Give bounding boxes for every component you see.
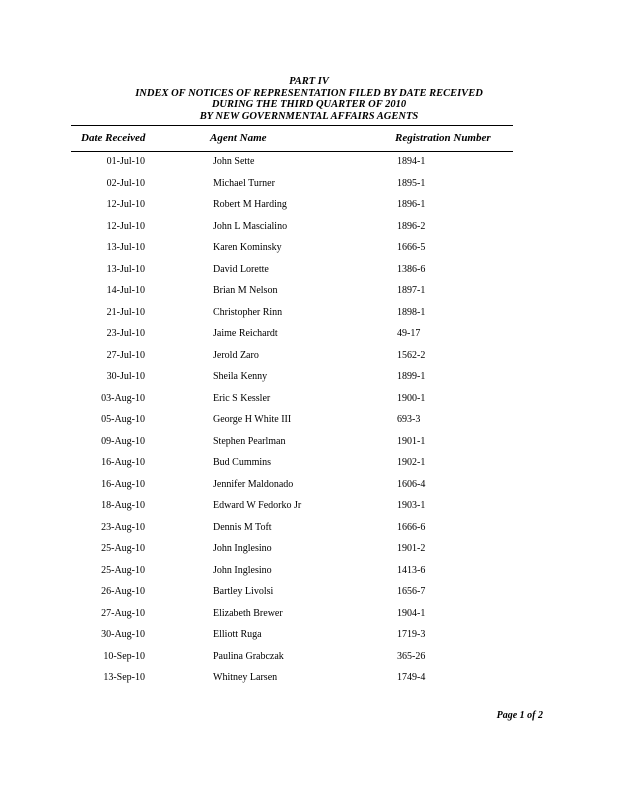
registration-number-cell: 1896-1 — [397, 199, 426, 210]
registration-number-cell: 1656-7 — [397, 586, 426, 597]
page-number: Page 1 of 2 — [496, 710, 543, 721]
table-row — [0, 582, 618, 604]
agent-name-cell: John Inglesino — [213, 543, 272, 554]
registration-number-cell: 693-3 — [397, 414, 421, 425]
date-received-cell: 12-Jul-10 — [106, 199, 145, 210]
agent-name-cell: John Inglesino — [213, 564, 272, 576]
date-received-cell: 13-Sep-10 — [103, 672, 145, 683]
registration-number-cell: 1899-1 — [397, 371, 426, 382]
registration-number-cell: 365-26 — [397, 650, 426, 662]
registration-number-cell: 1901-1 — [397, 435, 426, 447]
registration-number-cell: 1900-1 — [397, 392, 426, 404]
table-row — [0, 152, 618, 174]
registration-number-cell: 1562-2 — [397, 349, 426, 361]
registration-number-cell: 1896-2 — [397, 220, 426, 232]
date-received-cell: 02-Jul-10 — [106, 177, 145, 189]
date-received-cell: 12-Jul-10 — [106, 220, 145, 232]
registration-number-cell: 1606-4 — [397, 478, 426, 490]
registration-number-cell: 1895-1 — [397, 177, 426, 189]
agent-name-cell: David Lorette — [213, 263, 269, 275]
table-row — [0, 453, 618, 475]
agent-name-cell: Elizabeth Brewer — [213, 607, 283, 619]
table-row — [0, 281, 618, 303]
title-part: PART IV — [289, 76, 329, 87]
date-received-cell: 09-Aug-10 — [101, 435, 145, 447]
table-row — [0, 217, 618, 239]
table-row — [0, 238, 618, 260]
column-header-date: Date Received — [81, 132, 146, 144]
date-received-cell: 30-Jul-10 — [106, 371, 145, 382]
agent-name-cell: Dennis M Toft — [213, 521, 272, 533]
agent-name-cell: Elliott Ruga — [213, 629, 262, 640]
date-received-cell: 16-Aug-10 — [101, 457, 145, 468]
table-row — [0, 561, 618, 583]
agent-name-cell: George H White III — [213, 414, 292, 425]
date-received-cell: 13-Jul-10 — [106, 263, 145, 275]
agent-name-cell: Stephen Pearlman — [213, 435, 286, 447]
table-row — [0, 539, 618, 561]
date-received-cell: 13-Jul-10 — [106, 242, 145, 253]
registration-number-cell: 1897-1 — [397, 285, 426, 296]
registration-number-cell: 1413-6 — [397, 564, 426, 576]
table-row — [0, 410, 618, 432]
table-row — [0, 303, 618, 325]
registration-number-cell: 1903-1 — [397, 500, 426, 511]
table-header — [71, 125, 513, 152]
title-index: INDEX OF NOTICES OF REPRESENTATION FILED BY DATE RECEIVED — [135, 87, 483, 99]
agent-name-cell: Bartley Livolsi — [213, 586, 274, 597]
date-received-cell: 25-Aug-10 — [101, 564, 145, 576]
table-row — [0, 668, 618, 690]
table-row — [0, 389, 618, 411]
agent-name-cell: Whitney Larsen — [213, 672, 278, 683]
table-row — [0, 195, 618, 217]
table-row — [0, 324, 618, 346]
date-received-cell: 18-Aug-10 — [101, 500, 145, 511]
registration-number-cell: 1904-1 — [397, 607, 426, 619]
date-received-cell: 16-Aug-10 — [101, 478, 145, 490]
table-row — [0, 604, 618, 626]
registration-number-cell: 1719-3 — [397, 629, 426, 640]
title-quarter: DURING THE THIRD QUARTER OF 2010 — [211, 99, 407, 110]
date-received-cell: 01-Jul-10 — [106, 156, 145, 167]
table-row — [0, 367, 618, 389]
agent-name-cell: Sheila Kenny — [213, 371, 268, 382]
table-row — [0, 518, 618, 540]
column-header-registration: Registration Number — [395, 132, 491, 144]
table-row — [0, 475, 618, 497]
table-row — [0, 625, 618, 647]
date-received-cell: 21-Jul-10 — [106, 306, 145, 318]
table-row — [0, 260, 618, 282]
date-received-cell: 14-Jul-10 — [106, 285, 145, 296]
date-received-cell: 03-Aug-10 — [101, 392, 145, 404]
agent-name-cell: Eric S Kessler — [213, 392, 271, 404]
date-received-cell: 27-Aug-10 — [101, 607, 145, 619]
date-received-cell: 23-Aug-10 — [101, 521, 145, 533]
registration-number-cell: 1666-5 — [397, 242, 426, 253]
agent-name-cell: Michael Turner — [213, 177, 275, 189]
registration-number-cell: 1749-4 — [397, 672, 426, 683]
date-received-cell: 26-Aug-10 — [101, 586, 145, 597]
date-received-cell: 05-Aug-10 — [101, 414, 145, 425]
agent-name-cell: Paulina Grabczak — [213, 650, 284, 662]
table-row — [0, 432, 618, 454]
document-title — [0, 76, 618, 122]
agent-name-cell: Robert M Harding — [213, 199, 287, 210]
registration-number-cell: 1386-6 — [397, 263, 426, 275]
agent-name-cell: Bud Cummins — [213, 457, 272, 468]
agent-name-cell: John Sette — [213, 156, 255, 167]
agent-name-cell: Jerold Zaro — [213, 349, 259, 361]
agent-name-cell: Edward W Fedorko Jr — [213, 500, 302, 511]
column-header-agent: Agent Name — [210, 132, 267, 144]
date-received-cell: 23-Jul-10 — [106, 328, 145, 339]
title-agents: BY NEW GOVERNMENTAL AFFAIRS AGENTS — [199, 110, 419, 122]
table-row — [0, 647, 618, 669]
table-row — [0, 174, 618, 196]
table-body — [0, 152, 618, 690]
date-received-cell: 10-Sep-10 — [103, 650, 145, 662]
table-row — [0, 496, 618, 518]
registration-number-cell: 1898-1 — [397, 306, 426, 318]
registration-number-cell: 1894-1 — [397, 156, 426, 167]
agent-name-cell: Karen Kominsky — [213, 242, 282, 253]
table-row — [0, 346, 618, 368]
agent-name-cell: John L Mascialino — [213, 220, 288, 232]
registration-number-cell: 1666-6 — [397, 521, 426, 533]
date-received-cell: 27-Jul-10 — [106, 349, 145, 361]
registration-number-cell: 1901-2 — [397, 543, 426, 554]
agent-name-cell: Jennifer Maldonado — [213, 478, 294, 490]
registration-number-cell: 1902-1 — [397, 457, 426, 468]
date-received-cell: 25-Aug-10 — [101, 543, 145, 554]
date-received-cell: 30-Aug-10 — [101, 629, 145, 640]
registration-number-cell: 49-17 — [397, 328, 421, 339]
agent-name-cell: Brian M Nelson — [213, 285, 278, 296]
agent-name-cell: Christopher Rinn — [213, 306, 283, 318]
agent-name-cell: Jaime Reichardt — [213, 328, 278, 339]
